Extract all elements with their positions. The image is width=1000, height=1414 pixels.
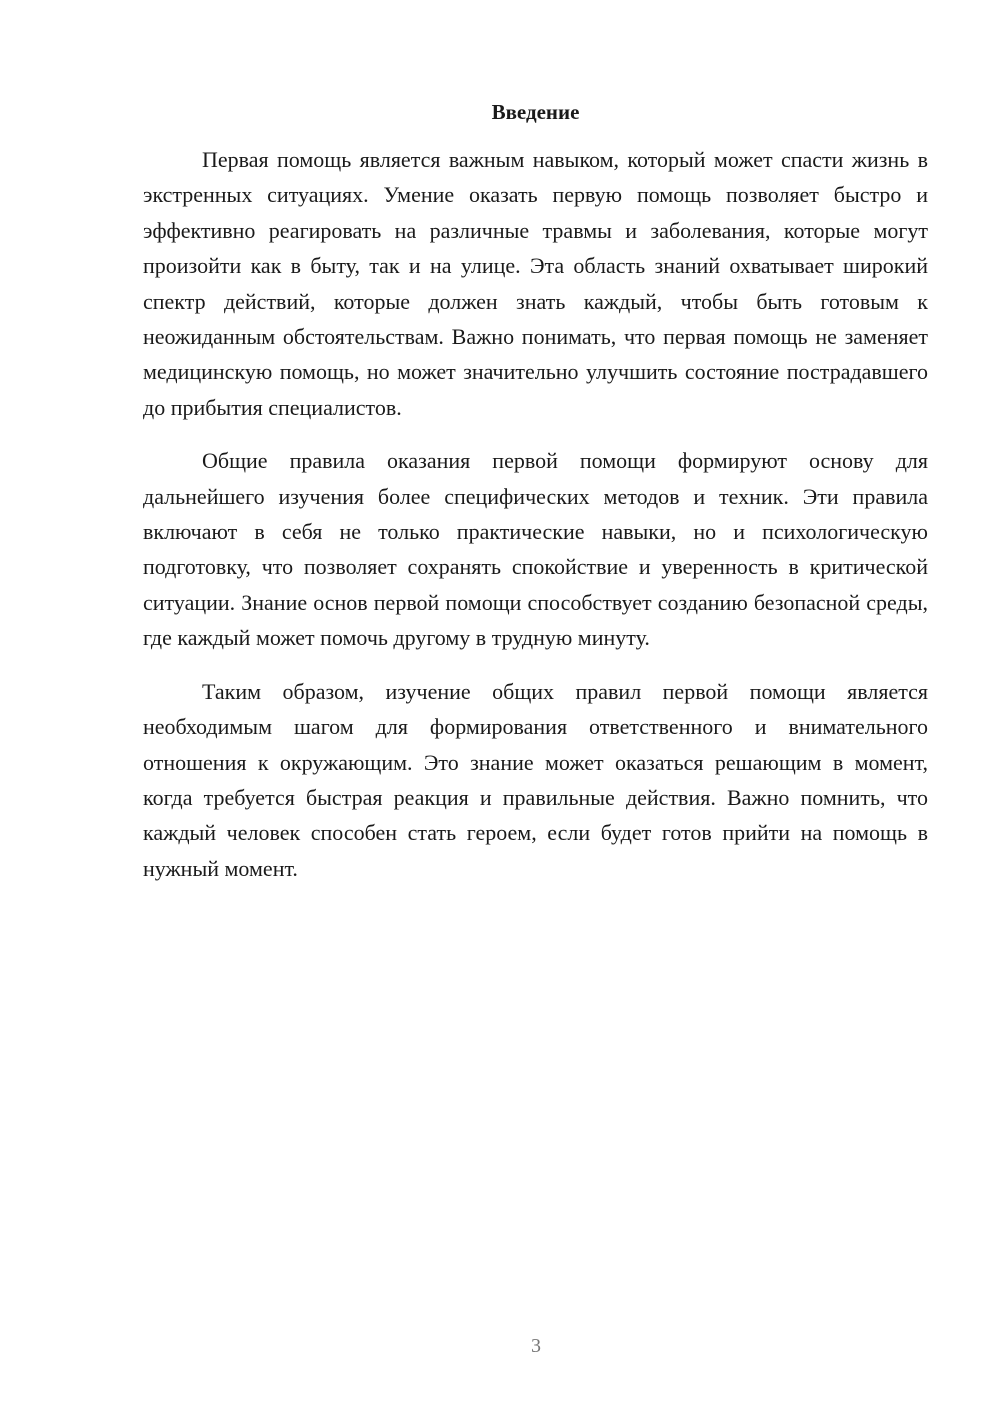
paragraph-2: Общие правила оказания первой помощи формируют основу для дальнейшего изучения более специфических методов и техник. Эти правила включают в себя не только практические навыки, но и психологическую подготовку, что позволяет сохранять спокойствие и уверенность в критической ситуации. Знание основ первой помощи способствует созданию безопасной среды, где каждый может помочь другому в трудную минуту. — [143, 448, 928, 651]
paragraph-3: Таким образом, изучение общих правил первой помощи является необходимым шагом для формирования ответственного и внимательного отношения к окружающим. Это знание может оказаться решающим в момент, когда требуется быстрая реакция и правильные действия. Важно помнить, что каждый человек способен стать героем, если будет готов прийти на помощь в нужный момент. — [143, 678, 928, 881]
section-heading: Введение — [491, 100, 580, 124]
page-number: 3 — [531, 1335, 541, 1357]
body-text — [143, 142, 928, 904]
paragraph-1: Первая помощь является важным навыком, который может спасти жизнь в экстренных ситуациях. Умение оказать первую помощь позволяет быстро и эффективно реагировать на различные травмы и заболевания, которые могут произойти как в быту, так и на улице. Эта область знаний охватывает широкий спектр действий, которые должен знать каждый, чтобы быть готовым к неожиданным обстоятельствам. Важно понимать, что первая помощь не заменяет медицинскую помощь, но может значительно улучшить состояние пострадавшего до прибытия специалистов. — [143, 147, 928, 420]
